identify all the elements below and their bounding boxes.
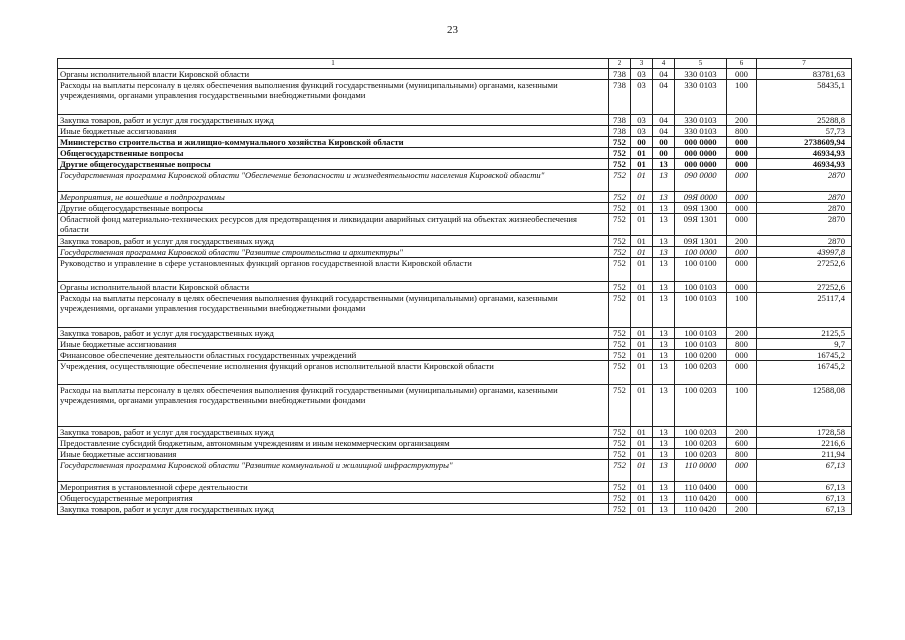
row-section-cell: 01 bbox=[631, 438, 653, 449]
row-ministry-cell: 738 bbox=[609, 115, 631, 126]
table-row bbox=[58, 460, 852, 482]
row-ministry-cell: 752 bbox=[609, 427, 631, 438]
row-name-cell: Закупка товаров, работ и услуг для государственных нужд bbox=[58, 236, 609, 247]
row-name-cell: Областной фонд материально-технических ресурсов для предотвращения и ликвидации аварийных ситуаций на объектах жизнеобеспечения области bbox=[58, 214, 609, 236]
row-amount-cell: 2870 bbox=[757, 170, 852, 192]
row-target-cell: 100 0203 bbox=[675, 427, 727, 438]
row-subsection-cell: 13 bbox=[653, 438, 675, 449]
row-subsection-cell: 13 bbox=[653, 214, 675, 236]
row-expense-type-cell: 800 bbox=[727, 449, 757, 460]
row-name-cell: Государственная программа Кировской области "Развитие строительства и архитектуры" bbox=[58, 247, 609, 258]
row-subsection-cell: 13 bbox=[653, 159, 675, 170]
row-amount-cell: 46934,93 bbox=[757, 159, 852, 170]
row-ministry-cell: 752 bbox=[609, 361, 631, 385]
row-expense-type-cell: 000 bbox=[727, 282, 757, 293]
table-row bbox=[58, 293, 852, 328]
page-number: 23 bbox=[447, 24, 458, 36]
row-ministry-cell: 752 bbox=[609, 504, 631, 515]
row-section-cell: 01 bbox=[631, 482, 653, 493]
row-section-cell: 03 bbox=[631, 115, 653, 126]
row-name-cell: Закупка товаров, работ и услуг для государственных нужд bbox=[58, 115, 609, 126]
row-name-cell: Расходы на выплаты персоналу в целях обеспечения выполнения функций государственными (муниципальными) органами, казенными учреждениями, органами управления государственными внебюджетными фондами bbox=[58, 293, 609, 328]
row-section-cell: 01 bbox=[631, 328, 653, 339]
row-subsection-cell: 13 bbox=[653, 385, 675, 427]
row-name-cell: Мероприятия в установленной сфере деятельности bbox=[58, 482, 609, 493]
row-section-cell: 01 bbox=[631, 258, 653, 282]
row-amount-cell: 27252,6 bbox=[757, 258, 852, 282]
row-target-cell: 000 0000 bbox=[675, 159, 727, 170]
row-section-cell: 01 bbox=[631, 170, 653, 192]
table-row bbox=[58, 170, 852, 192]
row-expense-type-cell: 800 bbox=[727, 339, 757, 350]
row-section-cell: 01 bbox=[631, 460, 653, 482]
budget-table bbox=[57, 58, 852, 515]
row-expense-type-cell: 000 bbox=[727, 460, 757, 482]
row-name-cell: Руководство и управление в сфере установленных функций органов государственной власти Кировской области bbox=[58, 258, 609, 282]
row-ministry-cell: 738 bbox=[609, 126, 631, 137]
row-expense-type-cell: 200 bbox=[727, 328, 757, 339]
row-expense-type-cell: 000 bbox=[727, 493, 757, 504]
row-subsection-cell: 04 bbox=[653, 80, 675, 115]
table-row bbox=[58, 69, 852, 80]
row-section-cell: 01 bbox=[631, 148, 653, 159]
row-name-cell: Другие общегосударственные вопросы bbox=[58, 159, 609, 170]
row-target-cell: 100 0103 bbox=[675, 282, 727, 293]
row-subsection-cell: 13 bbox=[653, 236, 675, 247]
row-amount-cell: 2125,5 bbox=[757, 328, 852, 339]
row-section-cell: 03 bbox=[631, 69, 653, 80]
table-row bbox=[58, 438, 852, 449]
row-target-cell: 100 0203 bbox=[675, 438, 727, 449]
row-ministry-cell: 752 bbox=[609, 482, 631, 493]
row-subsection-cell: 13 bbox=[653, 460, 675, 482]
row-subsection-cell: 13 bbox=[653, 328, 675, 339]
row-expense-type-cell: 000 bbox=[727, 247, 757, 258]
row-amount-cell: 2870 bbox=[757, 236, 852, 247]
row-amount-cell: 1728,58 bbox=[757, 427, 852, 438]
header-cell-ministry: 2 bbox=[609, 59, 631, 69]
row-name-cell: Предоставление субсидий бюджетным, автономным учреждениям и иным некоммерческим организациям bbox=[58, 438, 609, 449]
row-target-cell: 000 0000 bbox=[675, 137, 727, 148]
header-cell-target: 5 bbox=[675, 59, 727, 69]
row-subsection-cell: 00 bbox=[653, 148, 675, 159]
row-subsection-cell: 13 bbox=[653, 449, 675, 460]
row-ministry-cell: 752 bbox=[609, 493, 631, 504]
table-row bbox=[58, 482, 852, 493]
row-subsection-cell: 13 bbox=[653, 339, 675, 350]
row-name-cell: Общегосударственные вопросы bbox=[58, 148, 609, 159]
table-row bbox=[58, 282, 852, 293]
table-row bbox=[58, 236, 852, 247]
row-amount-cell: 9,7 bbox=[757, 339, 852, 350]
row-target-cell: 09Я 1301 bbox=[675, 214, 727, 236]
row-subsection-cell: 13 bbox=[653, 361, 675, 385]
row-ministry-cell: 752 bbox=[609, 438, 631, 449]
table-row bbox=[58, 504, 852, 515]
row-amount-cell: 83781,63 bbox=[757, 69, 852, 80]
row-target-cell: 09Я 1301 bbox=[675, 236, 727, 247]
table-row bbox=[58, 449, 852, 460]
row-name-cell: Мероприятия, не вошедшие в подпрограммы bbox=[58, 192, 609, 203]
row-subsection-cell: 13 bbox=[653, 293, 675, 328]
table-row bbox=[58, 148, 852, 159]
row-subsection-cell: 13 bbox=[653, 504, 675, 515]
row-amount-cell: 67,13 bbox=[757, 482, 852, 493]
row-target-cell: 330 0103 bbox=[675, 126, 727, 137]
row-section-cell: 01 bbox=[631, 427, 653, 438]
row-amount-cell: 12588,08 bbox=[757, 385, 852, 427]
table-row bbox=[58, 80, 852, 115]
row-ministry-cell: 752 bbox=[609, 148, 631, 159]
row-ministry-cell: 752 bbox=[609, 214, 631, 236]
row-expense-type-cell: 000 bbox=[727, 361, 757, 385]
row-name-cell: Органы исполнительной власти Кировской области bbox=[58, 69, 609, 80]
row-expense-type-cell: 000 bbox=[727, 69, 757, 80]
row-target-cell: 110 0420 bbox=[675, 504, 727, 515]
row-expense-type-cell: 000 bbox=[727, 192, 757, 203]
row-expense-type-cell: 000 bbox=[727, 170, 757, 192]
header-cell-subsection: 4 bbox=[653, 59, 675, 69]
row-ministry-cell: 752 bbox=[609, 170, 631, 192]
row-section-cell: 01 bbox=[631, 192, 653, 203]
row-target-cell: 100 0100 bbox=[675, 258, 727, 282]
row-expense-type-cell: 200 bbox=[727, 504, 757, 515]
row-ministry-cell: 752 bbox=[609, 203, 631, 214]
row-subsection-cell: 04 bbox=[653, 69, 675, 80]
row-target-cell: 110 0400 bbox=[675, 482, 727, 493]
row-target-cell: 100 0203 bbox=[675, 385, 727, 427]
header-cell-name: 1 bbox=[58, 59, 609, 69]
row-name-cell: Министерство строительства и жилищно-коммунального хозяйства Кировской области bbox=[58, 137, 609, 148]
row-expense-type-cell: 100 bbox=[727, 80, 757, 115]
row-section-cell: 01 bbox=[631, 493, 653, 504]
row-amount-cell: 2738609,94 bbox=[757, 137, 852, 148]
table-row bbox=[58, 493, 852, 504]
table-row bbox=[58, 159, 852, 170]
row-amount-cell: 67,13 bbox=[757, 504, 852, 515]
row-target-cell: 330 0103 bbox=[675, 80, 727, 115]
row-subsection-cell: 13 bbox=[653, 350, 675, 361]
row-section-cell: 01 bbox=[631, 350, 653, 361]
row-ministry-cell: 752 bbox=[609, 460, 631, 482]
row-section-cell: 01 bbox=[631, 159, 653, 170]
row-amount-cell: 2870 bbox=[757, 214, 852, 236]
table-row bbox=[58, 115, 852, 126]
table-row bbox=[58, 385, 852, 427]
row-amount-cell: 67,13 bbox=[757, 493, 852, 504]
row-amount-cell: 211,94 bbox=[757, 449, 852, 460]
row-ministry-cell: 752 bbox=[609, 236, 631, 247]
row-amount-cell: 16745,2 bbox=[757, 361, 852, 385]
row-expense-type-cell: 200 bbox=[727, 236, 757, 247]
row-name-cell: Органы исполнительной власти Кировской области bbox=[58, 282, 609, 293]
row-target-cell: 100 0103 bbox=[675, 293, 727, 328]
table-row bbox=[58, 339, 852, 350]
row-section-cell: 01 bbox=[631, 247, 653, 258]
row-subsection-cell: 13 bbox=[653, 258, 675, 282]
row-amount-cell: 27252,6 bbox=[757, 282, 852, 293]
row-expense-type-cell: 100 bbox=[727, 385, 757, 427]
row-subsection-cell: 13 bbox=[653, 247, 675, 258]
row-subsection-cell: 04 bbox=[653, 115, 675, 126]
row-target-cell: 100 0203 bbox=[675, 449, 727, 460]
row-expense-type-cell: 000 bbox=[727, 258, 757, 282]
row-amount-cell: 46934,93 bbox=[757, 148, 852, 159]
row-amount-cell: 58435,1 bbox=[757, 80, 852, 115]
row-amount-cell: 2870 bbox=[757, 192, 852, 203]
row-name-cell: Учреждения, осуществляющие обеспечение исполнения функций органов исполнительной власти Кировской области bbox=[58, 361, 609, 385]
row-target-cell: 100 0103 bbox=[675, 339, 727, 350]
row-ministry-cell: 752 bbox=[609, 137, 631, 148]
row-ministry-cell: 752 bbox=[609, 328, 631, 339]
row-subsection-cell: 13 bbox=[653, 427, 675, 438]
row-target-cell: 100 0103 bbox=[675, 328, 727, 339]
row-ministry-cell: 752 bbox=[609, 258, 631, 282]
row-amount-cell: 57,73 bbox=[757, 126, 852, 137]
row-expense-type-cell: 600 bbox=[727, 438, 757, 449]
row-section-cell: 01 bbox=[631, 293, 653, 328]
row-section-cell: 01 bbox=[631, 361, 653, 385]
row-section-cell: 01 bbox=[631, 214, 653, 236]
row-name-cell: Финансовое обеспечение деятельности областных государственных учреждений bbox=[58, 350, 609, 361]
row-amount-cell: 25117,4 bbox=[757, 293, 852, 328]
row-name-cell: Закупка товаров, работ и услуг для государственных нужд bbox=[58, 328, 609, 339]
row-name-cell: Государственная программа Кировской области "Обеспечение безопасности и жизнедеятельности населения Кировской области" bbox=[58, 170, 609, 192]
row-section-cell: 01 bbox=[631, 449, 653, 460]
row-section-cell: 01 bbox=[631, 282, 653, 293]
table-row bbox=[58, 126, 852, 137]
row-name-cell: Иные бюджетные ассигнования bbox=[58, 449, 609, 460]
row-target-cell: 100 0000 bbox=[675, 247, 727, 258]
row-amount-cell: 25288,8 bbox=[757, 115, 852, 126]
row-ministry-cell: 752 bbox=[609, 192, 631, 203]
row-section-cell: 03 bbox=[631, 126, 653, 137]
row-subsection-cell: 13 bbox=[653, 493, 675, 504]
row-name-cell: Государственная программа Кировской области "Развитие коммунальной и жилищной инфраструктуры" bbox=[58, 460, 609, 482]
row-ministry-cell: 752 bbox=[609, 247, 631, 258]
row-name-cell: Расходы на выплаты персоналу в целях обеспечения выполнения функций государственными (муниципальными) органами, казенными учреждениями, органами управления государственными внебюджетными фондами bbox=[58, 385, 609, 427]
row-ministry-cell: 752 bbox=[609, 282, 631, 293]
row-expense-type-cell: 000 bbox=[727, 148, 757, 159]
row-expense-type-cell: 200 bbox=[727, 427, 757, 438]
row-expense-type-cell: 000 bbox=[727, 482, 757, 493]
row-ministry-cell: 752 bbox=[609, 449, 631, 460]
row-expense-type-cell: 200 bbox=[727, 115, 757, 126]
row-ministry-cell: 738 bbox=[609, 69, 631, 80]
row-name-cell: Закупка товаров, работ и услуг для государственных нужд bbox=[58, 504, 609, 515]
row-ministry-cell: 752 bbox=[609, 350, 631, 361]
row-section-cell: 01 bbox=[631, 236, 653, 247]
row-ministry-cell: 752 bbox=[609, 159, 631, 170]
row-amount-cell: 2870 bbox=[757, 203, 852, 214]
row-section-cell: 01 bbox=[631, 339, 653, 350]
row-target-cell: 110 0420 bbox=[675, 493, 727, 504]
row-expense-type-cell: 000 bbox=[727, 159, 757, 170]
header-cell-section: 3 bbox=[631, 59, 653, 69]
row-target-cell: 100 0203 bbox=[675, 361, 727, 385]
row-ministry-cell: 738 bbox=[609, 80, 631, 115]
row-name-cell: Иные бюджетные ассигнования bbox=[58, 126, 609, 137]
row-amount-cell: 43997,8 bbox=[757, 247, 852, 258]
row-ministry-cell: 752 bbox=[609, 293, 631, 328]
row-amount-cell: 16745,2 bbox=[757, 350, 852, 361]
row-expense-type-cell: 000 bbox=[727, 350, 757, 361]
row-expense-type-cell: 000 bbox=[727, 137, 757, 148]
row-name-cell: Расходы на выплаты персоналу в целях обеспечения выполнения функций государственными (муниципальными) органами, казенными учреждениями, органами управления государственными внебюджетными фондами bbox=[58, 80, 609, 115]
row-expense-type-cell: 800 bbox=[727, 126, 757, 137]
table-row bbox=[58, 247, 852, 258]
table-row bbox=[58, 203, 852, 214]
row-ministry-cell: 752 bbox=[609, 385, 631, 427]
row-subsection-cell: 00 bbox=[653, 137, 675, 148]
table-row bbox=[58, 328, 852, 339]
row-name-cell: Другие общегосударственные вопросы bbox=[58, 203, 609, 214]
row-name-cell: Общегосударственные мероприятия bbox=[58, 493, 609, 504]
row-section-cell: 01 bbox=[631, 203, 653, 214]
row-target-cell: 330 0103 bbox=[675, 115, 727, 126]
table-row bbox=[58, 214, 852, 236]
row-subsection-cell: 04 bbox=[653, 126, 675, 137]
table-row bbox=[58, 350, 852, 361]
row-name-cell: Иные бюджетные ассигнования bbox=[58, 339, 609, 350]
row-expense-type-cell: 000 bbox=[727, 203, 757, 214]
row-expense-type-cell: 000 bbox=[727, 214, 757, 236]
row-amount-cell: 2216,6 bbox=[757, 438, 852, 449]
row-target-cell: 09Я 1300 bbox=[675, 203, 727, 214]
row-section-cell: 01 bbox=[631, 504, 653, 515]
table-row bbox=[58, 361, 852, 385]
row-subsection-cell: 13 bbox=[653, 203, 675, 214]
row-ministry-cell: 752 bbox=[609, 339, 631, 350]
header-cell-expense-type: 6 bbox=[727, 59, 757, 69]
table-row bbox=[58, 258, 852, 282]
row-subsection-cell: 13 bbox=[653, 282, 675, 293]
row-expense-type-cell: 100 bbox=[727, 293, 757, 328]
table-row bbox=[58, 192, 852, 203]
row-section-cell: 01 bbox=[631, 385, 653, 427]
row-subsection-cell: 13 bbox=[653, 170, 675, 192]
row-amount-cell: 67,13 bbox=[757, 460, 852, 482]
row-target-cell: 090 0000 bbox=[675, 170, 727, 192]
row-target-cell: 110 0000 bbox=[675, 460, 727, 482]
table-row bbox=[58, 137, 852, 148]
row-target-cell: 330 0103 bbox=[675, 69, 727, 80]
row-target-cell: 09Я 0000 bbox=[675, 192, 727, 203]
header-cell-amount: 7 bbox=[757, 59, 852, 69]
row-target-cell: 000 0000 bbox=[675, 148, 727, 159]
row-section-cell: 00 bbox=[631, 137, 653, 148]
table-row bbox=[58, 427, 852, 438]
row-target-cell: 100 0200 bbox=[675, 350, 727, 361]
row-subsection-cell: 13 bbox=[653, 192, 675, 203]
table-header-row bbox=[58, 59, 852, 69]
row-section-cell: 03 bbox=[631, 80, 653, 115]
row-subsection-cell: 13 bbox=[653, 482, 675, 493]
row-name-cell: Закупка товаров, работ и услуг для государственных нужд bbox=[58, 427, 609, 438]
